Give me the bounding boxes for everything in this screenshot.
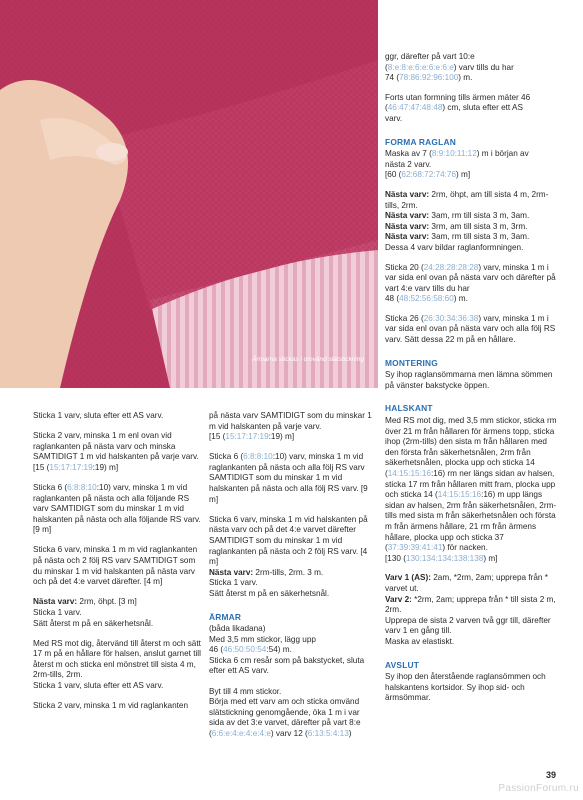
paragraph: Nästa varv: 2rm, öhpt. [3 m] Sticka 1 varv. Sätt återst m på en säkerhetsnål. — [33, 597, 154, 628]
column-1 — [33, 411, 205, 721]
section-heading-halskant: HALSKANT — [385, 403, 433, 414]
section-heading-montering: MONTERING — [385, 357, 438, 368]
paragraph: Sticka 26 (26:30:34:36:38) varv, minska 1 m i var sida enl ovan på nästa varv och alla följ RS varv. Sätt dessa 22 m på en hållare. — [385, 313, 556, 345]
sweater-illustration — [0, 0, 378, 388]
section-heading-forma-raglan: FORMA RAGLAN — [385, 136, 456, 147]
paragraph: Sticka 6 varv, minska 1 m vid halskanten på nästa varv och på det 4:e varvet därefter SAMTIDIGT som du minskar 1 m vid raglankanten på nästa och 2 följ RS varv. [4 m] Nästa varv: 2rm-tills, 2rm. 3 m. Sticka 1 varv. Sätt återst m på en säkerhetsnål. — [209, 514, 368, 598]
paragraph: Varv 1 (AS): 2am, *2rm, 2am; upprepa från * varvet ut. Varv 2: *2rm, 2am; upprepa från * till sista 2 m, 2rm. Upprepa de sista 2 varven två ggr till, därefter varv 1 en gång till. Maska av elastiskt. — [385, 573, 556, 646]
paragraph: Sticka 2 varv, minska 1 m vid raglankanten — [33, 701, 189, 711]
paragraph: Sticka 6 (6:8:8:10:10) varv, minska 1 m vid raglankanten på nästa och alla följande RS varv SAMTIDIGT som du minskar 1 m vid halskanten på nästa och alla följande RS varv. [9 m] — [33, 482, 201, 535]
sweater-photo — [0, 0, 378, 388]
paragraph: Med RS mot dig, med 3,5 mm stickor, sticka rm över 21 m från hållaren för ärmens topp, sticka ihop (2rm-tills) den sista m från hållaren med den första från säkerhetsnålen, 2rm från säkerhetsnålen, plocka upp och sticka 14 (14:15:15:16:16) rm ner längs sidan av halsen, sticka 17 rm från hållaren mitt fram, plocka upp och sticka 14 (14:15:15:16:16) m upp längs sidan av halsen, 2rm från säkerhetsnålen, 2rm-tills med sista m från säkerhetsnålen och första m från ärmens hållare, 21 rm från ärmens hållare, plocka upp och sticka 37 (37:39:39:41:41) för nacken. [130 (130:134:134:138:138) m] — [385, 416, 557, 563]
paragraph: Sy ihop den återstående raglansömmen och halskantens kortsidor. Sy ihop sid- och ärmsömmar. — [385, 672, 546, 703]
paragraph: Med RS mot dig, återvänd till återst m och sätt 17 m på en hållare för halsen, anslut garnet till återst m och sticka enl mönstret till sista 4 m, 2rm-tills, 2rm. Sticka 1 varv, sluta efter ett AS varv. — [33, 638, 201, 690]
paragraph: Sticka 20 (24:28:28:28:28) varv, minska 1 m i var sida enl ovan på nästa varv och därefter på vart 4:e varv tills du har 48 (48:52:56:58:60) m. — [385, 262, 556, 304]
section-heading-avslut: AVSLUT — [385, 659, 420, 670]
page-number: 39 — [545, 770, 556, 780]
watermark: PassionForum.ru — [498, 783, 579, 794]
section-heading-armar: ÄRMAR — [209, 611, 242, 622]
paragraph: Sticka 2 varv, minska 1 m enl ovan vid raglankanten på nästa varv och minska SAMTIDIGT 1 m vid halskanten på varje varv. [15 (15:17:17:19:19) m] — [33, 431, 199, 472]
paragraph: Nästa varv: 2rm, öhpt, am till sista 4 m, 2rm-tills, 2rm. Nästa varv: 3am, rm till sista 3 m, 3am. Nästa varv: 3rm, am till sista 3 m, 3rm. Nästa varv: 3am, rm till sista 3 m, 3am. Dessa 4 varv bildar raglanformningen. — [385, 189, 549, 252]
paragraph: Forts utan formning tills ärmen mäter 46 (46:47:47:48:48) cm, sluta efter ett AS varv. — [385, 92, 531, 123]
paragraph: (båda likadana) Med 3,5 mm stickor, lägg upp 46 (46:50:50:54:54) m. Sticka 6 cm resår som på bakstycket, sluta efter ett AS varv. — [209, 624, 365, 676]
paragraph: Sticka 1 varv, sluta efter ett AS varv. — [33, 411, 164, 420]
column-2 — [209, 411, 375, 749]
paragraph: Byt till 4 mm stickor. Börja med ett varv am och sticka omvänd slätstickning genomgående, öka 1 m i var sida av det 3:e varvet, därefter på vart 8:e (6:6:e:4:e:4:e:4:e) varv 12 (6:13:5:4:13) — [209, 686, 361, 738]
photo-caption: Ärmarna stickas i omvänd slätstickning — [252, 356, 364, 363]
paragraph: Sy ihop raglansömmarna men lämna sömmen på vänster bakstycke öppen. — [385, 370, 553, 390]
paragraph: Sticka 6 (6:8:8:10:10) varv, minska 1 m vid raglankanten på nästa och alla följ RS varv SAMTIDIGT som du minskar 1 m vid halskanten på nästa och alla följ RS varv. [9 m] — [209, 452, 368, 504]
paragraph: Sticka 6 varv, minska 1 m m vid raglankanten på nästa och 2 följ RS varv SAMTIDIGT som du minskar 1 m vid halskanten på nästa varv och på det 4:e varvet därefter. [4 m] — [33, 545, 198, 587]
paragraph: på nästa varv SAMTIDIGT som du minskar 1 m vid halskanten på varje varv. [15 (15:17:17:19:19) m] — [209, 411, 372, 442]
column-3 — [385, 52, 557, 713]
paragraph: ggr, därefter på vart 10:e (8:e:8:e:6:e:6:e:6:e) varv tills du har 74 (78:86:92:96:100) m. — [385, 52, 514, 83]
paragraph: Maska av 7 (8:9:10:11:12) m i början av nästa 2 varv. [60 (62:68:72:74:76) m] — [385, 149, 529, 180]
